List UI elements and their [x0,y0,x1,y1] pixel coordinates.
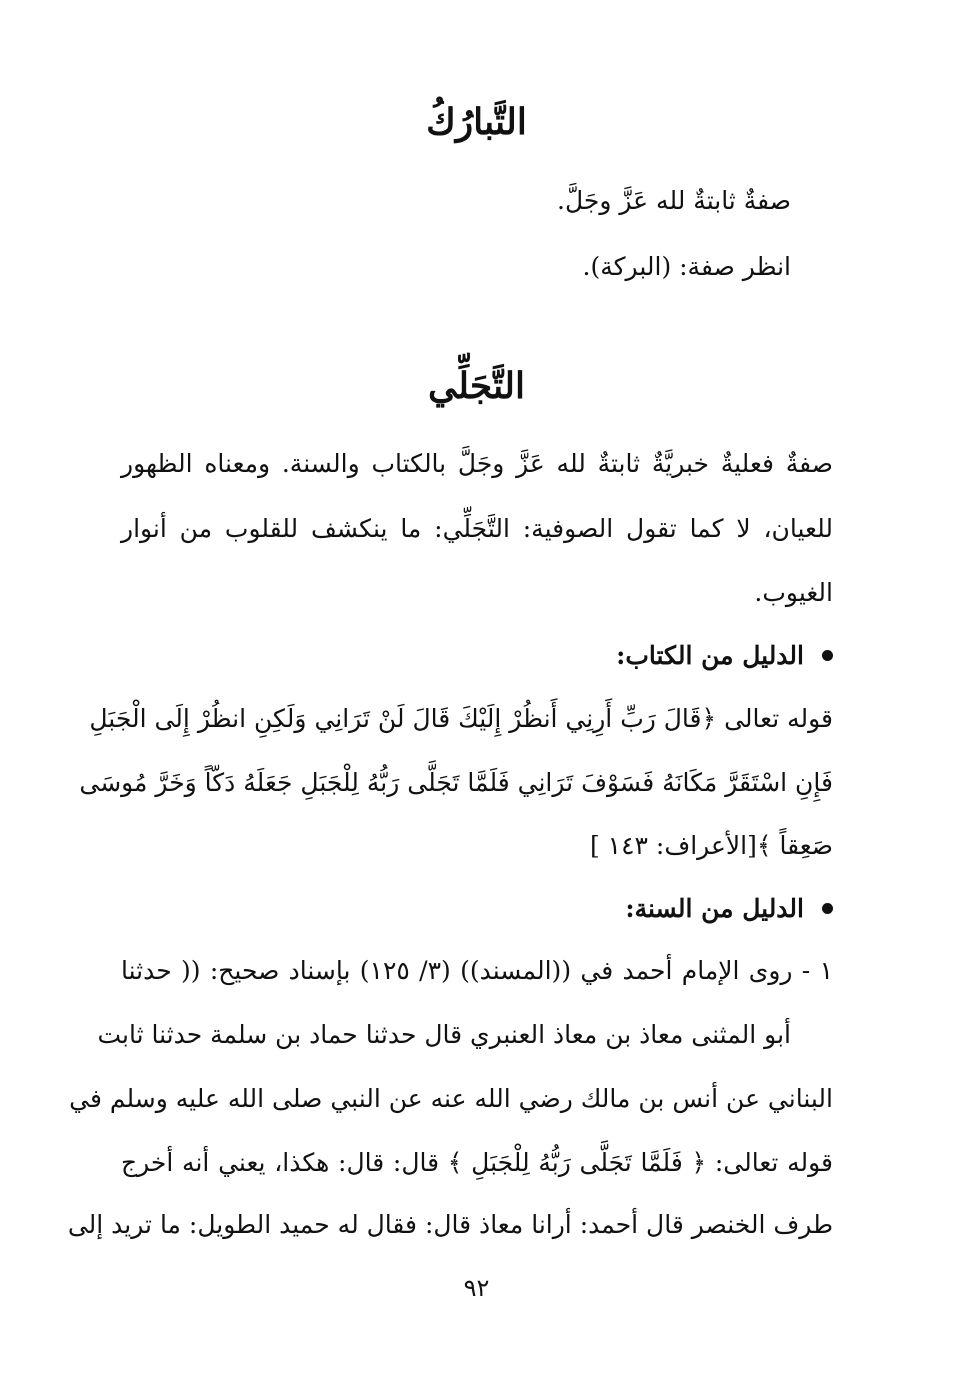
evidence-sunnah-heading [625,896,833,921]
evidence-sunnah-heading-text: الدليل من السنة: [625,894,804,923]
tabaruk-definition: صفةٌ ثابتةٌ لله عَزَّ وجَلَّ. [557,186,791,215]
quran-verse-line-2: فَإِنِ اسْتَقَرَّ مَكَانَهُ فَسَوْفَ تَرَانِي فَلَمَّا تَجَلَّى رَبُّهُ لِلْجَبَلِ جَعَلَهُ دَكّاً وَخَرَّ مُوسَى [79,768,833,797]
section-title-tajalli: التَّجَلِّي [428,365,525,407]
quran-verse-line-3: صَعِقاً ﴾[الأعراف: ١٤٣ ] [589,831,833,860]
hadith-line-4: قوله تعالى: ﴿ فَلَمَّا تَجَلَّى رَبُّهُ لِلْجَبَلِ ﴾ قال: قال: هكذا، يعني أنه أخرج [121,1148,833,1177]
page-number: ٩٢ [463,1274,490,1302]
hadith-line-1: ١ - روى الإمام أحمد في ((المسند)) (٣/ ١٢٥) بإسناد صحيح: (( حدثنا [121,956,834,985]
evidence-book-heading [616,643,833,668]
quran-verse-line-1: قوله تعالى ﴿قَالَ رَبِّ أَرِنِي أَنظُرْ إِلَيْكَ قَالَ لَنْ تَرَانِي وَلَكِنِ انظُرْ إِلَى الْجَبَلِ [89,704,833,733]
bullet-icon [822,650,833,661]
tajalli-intro-line-1: صفةٌ فعليةٌ خبريَّةٌ ثابتةٌ لله عَزَّ وجَلَّ بالكتاب والسنة. ومعناه الظهور [121,449,833,478]
tajalli-intro-line-3: الغيوب. [754,578,833,607]
hadith-line-2: أبو المثنى معاذ بن معاذ العنبري قال حدثنا حماد بن سلمة حدثنا ثابت [97,1020,791,1049]
evidence-book-heading-text: الدليل من الكتاب: [616,641,804,670]
section-title-tabaruk: التَّبارُكُ [426,101,527,143]
bullet-icon [822,903,833,914]
hadith-line-5: طرف الخنصر قال أحمد: أرانا معاذ قال: فقال له حميد الطويل: ما تريد إلى [67,1210,833,1239]
tajalli-intro-line-2: للعيان، لا كما تقول الصوفية: التَّجَلِّي: ما ينكشف للقلوب من أنوار [121,514,833,543]
tabaruk-see-also: انظر صفة: (البركة). [582,252,791,281]
hadith-line-3: البناني عن أنس بن مالك رضي الله عنه عن النبي صلى الله عليه وسلم في [69,1084,833,1113]
